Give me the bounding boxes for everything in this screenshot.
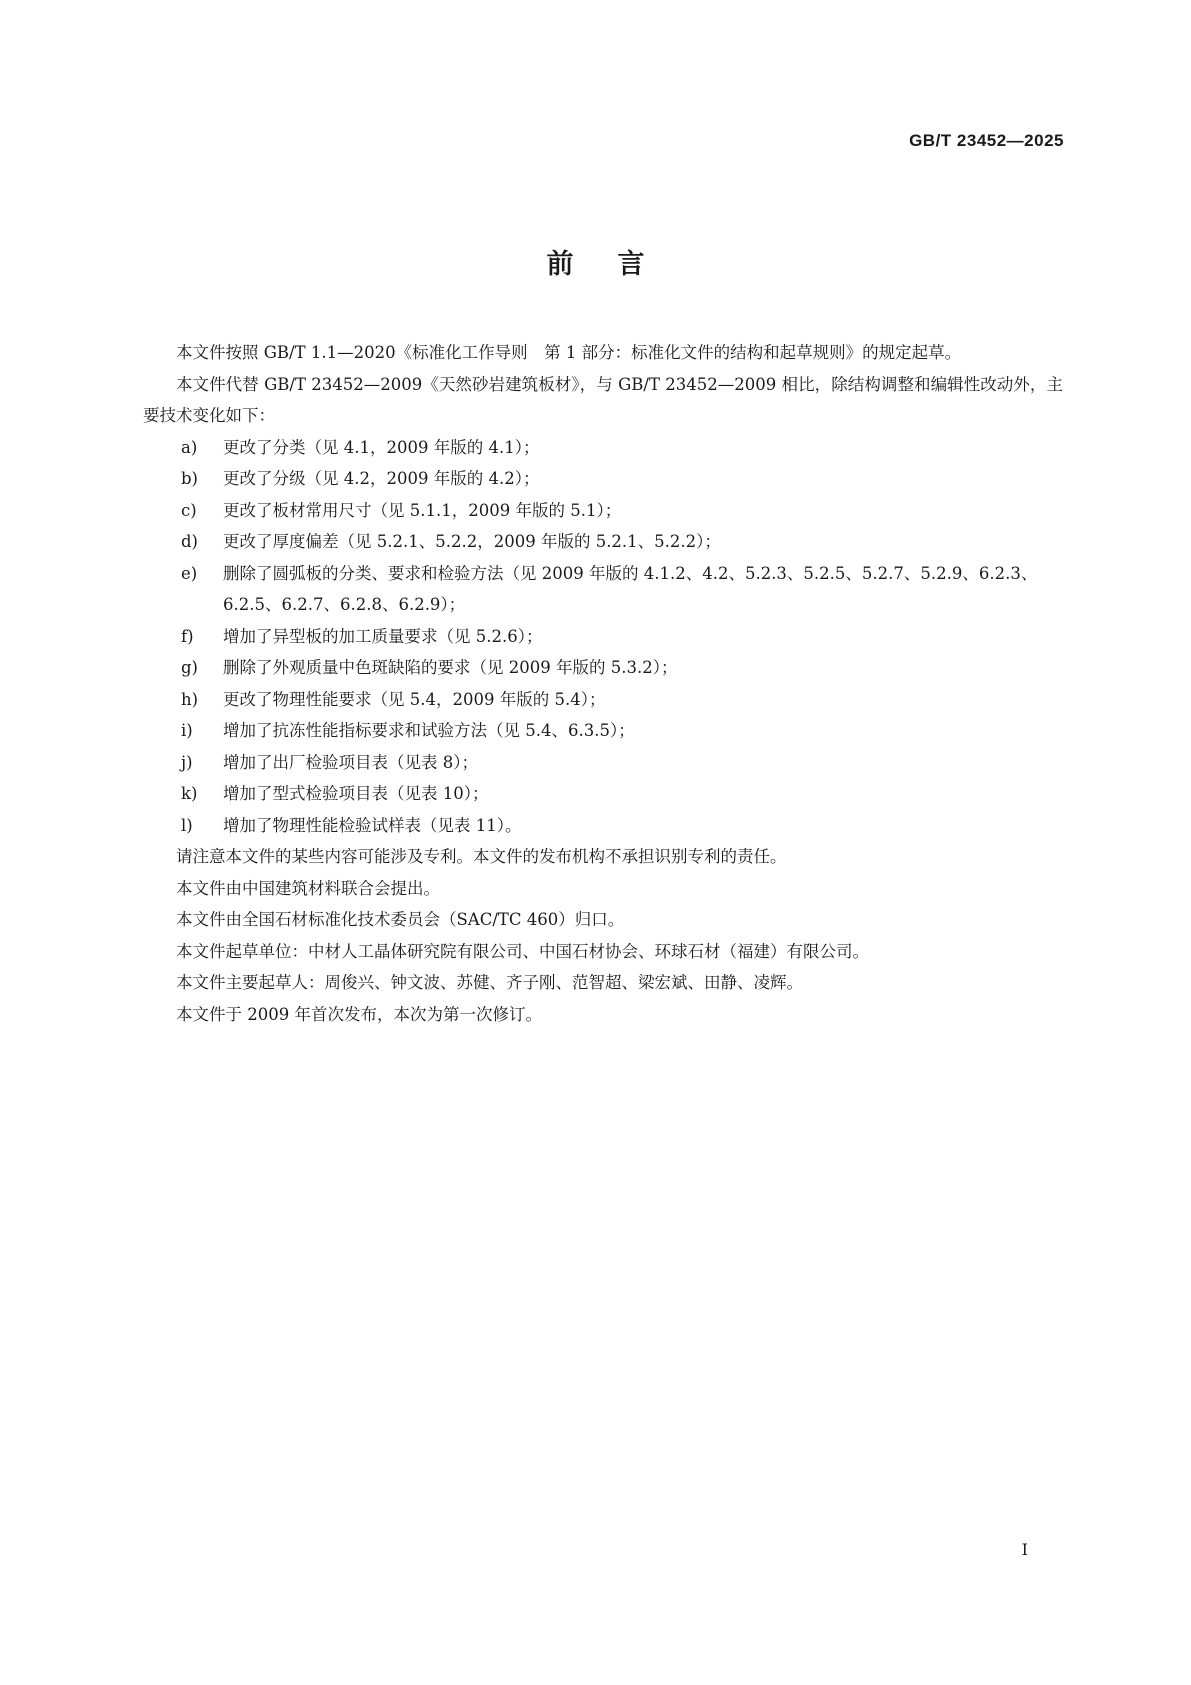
foreword-body — [143, 337, 1063, 1030]
list-item-text: 更改了板材常用尺寸（见 5.1.1，2009 年版的 5.1）； — [223, 500, 622, 520]
list-marker: a) — [181, 437, 198, 457]
list-marker: k) — [181, 784, 198, 803]
list-item-text: 更改了分级（见 4.2，2009 年版的 4.2）； — [223, 469, 540, 488]
list-marker: f) — [181, 626, 194, 646]
list-item — [143, 526, 1063, 558]
list-item-text: 增加了物理性能检验试样表（见表 11）。 — [223, 815, 522, 835]
list-item-text: 更改了厚度偏差（见 5.2.1、5.2.2，2009 年版的 5.2.1、5.2.2）； — [223, 532, 721, 551]
list-marker: d) — [181, 532, 198, 551]
list-item — [143, 495, 1063, 527]
list-item-text: 增加了出厂检验项目表（见表 8）； — [223, 752, 478, 772]
paragraph-replacement: 本文件代替 GB/T 23452—2009《天然砂岩建筑板材》，与 GB/T 23452—2009 相比，除结构调整和编辑性改动外，主要技术变化如下： — [143, 374, 1063, 425]
list-item — [143, 778, 1063, 810]
list-item — [143, 715, 1063, 747]
paragraph-patent-notice: 请注意本文件的某些内容可能涉及专利。本文件的发布机构不承担识别专利的责任。 — [176, 847, 787, 866]
list-marker: h) — [181, 689, 199, 709]
list-marker: l) — [181, 815, 193, 835]
list-marker: c) — [181, 500, 197, 520]
list-marker: b) — [181, 469, 198, 488]
paragraph-committee: 本文件由全国石材标准化技术委员会（SAC/TC 460）归口。 — [176, 910, 625, 929]
list-item — [143, 652, 1063, 684]
page-number: I — [1021, 1540, 1028, 1559]
paragraph-proposer: 本文件由中国建筑材料联合会提出。 — [176, 878, 440, 898]
list-item-text: 增加了抗冻性能指标要求和试验方法（见 5.4、6.3.5）； — [223, 721, 635, 740]
list-item-text: 增加了异型板的加工质量要求（见 5.2.6）； — [223, 626, 543, 646]
standard-code: GB/T 23452—2025 — [909, 131, 1064, 150]
list-item — [143, 810, 1063, 842]
list-item-text: 增加了型式检验项目表（见表 10）； — [223, 784, 489, 803]
list-marker: i) — [181, 721, 193, 740]
list-item-text: 更改了分类（见 4.1，2009 年版的 4.1）； — [223, 437, 540, 457]
list-item — [143, 747, 1063, 779]
paragraph-publication-history: 本文件于 2009 年首次发布，本次为第一次修订。 — [176, 1004, 542, 1024]
list-item — [143, 684, 1063, 716]
list-item — [143, 621, 1063, 653]
list-item-text: 删除了外观质量中色斑缺陷的要求（见 2009 年版的 5.3.2）； — [223, 658, 678, 677]
paragraph-drafting-rules: 本文件按照 GB/T 1.1—2020《标准化工作导则 第 1 部分：标准化文件的结构和起草规则》的规定起草。 — [176, 343, 962, 362]
list-marker: j) — [181, 752, 193, 772]
list-item-text: 删除了圆弧板的分类、要求和检验方法（见 2009 年版的 4.1.2、4.2、5.2.3、5.2.5、5.2.7、5.2.9、6.2.3、6.2.5、6.2.7、6.2.8、6.2.9）； — [223, 563, 1038, 614]
list-item — [143, 463, 1063, 495]
page-title: 前言 — [546, 249, 689, 280]
paragraph-drafters: 本文件主要起草人：周俊兴、钟文波、苏健、齐子刚、范智超、梁宏斌、田静、凌辉。 — [176, 973, 803, 992]
list-marker: e) — [181, 563, 198, 583]
paragraph-drafting-units: 本文件起草单位：中材人工晶体研究院有限公司、中国石材协会、环球石材（福建）有限公司。 — [176, 941, 869, 961]
list-item — [143, 432, 1063, 464]
list-item-text: 更改了物理性能要求（见 5.4，2009 年版的 5.4）； — [223, 689, 606, 709]
list-marker: g) — [181, 658, 198, 677]
changes-list — [143, 432, 1063, 842]
list-item — [143, 558, 1063, 621]
